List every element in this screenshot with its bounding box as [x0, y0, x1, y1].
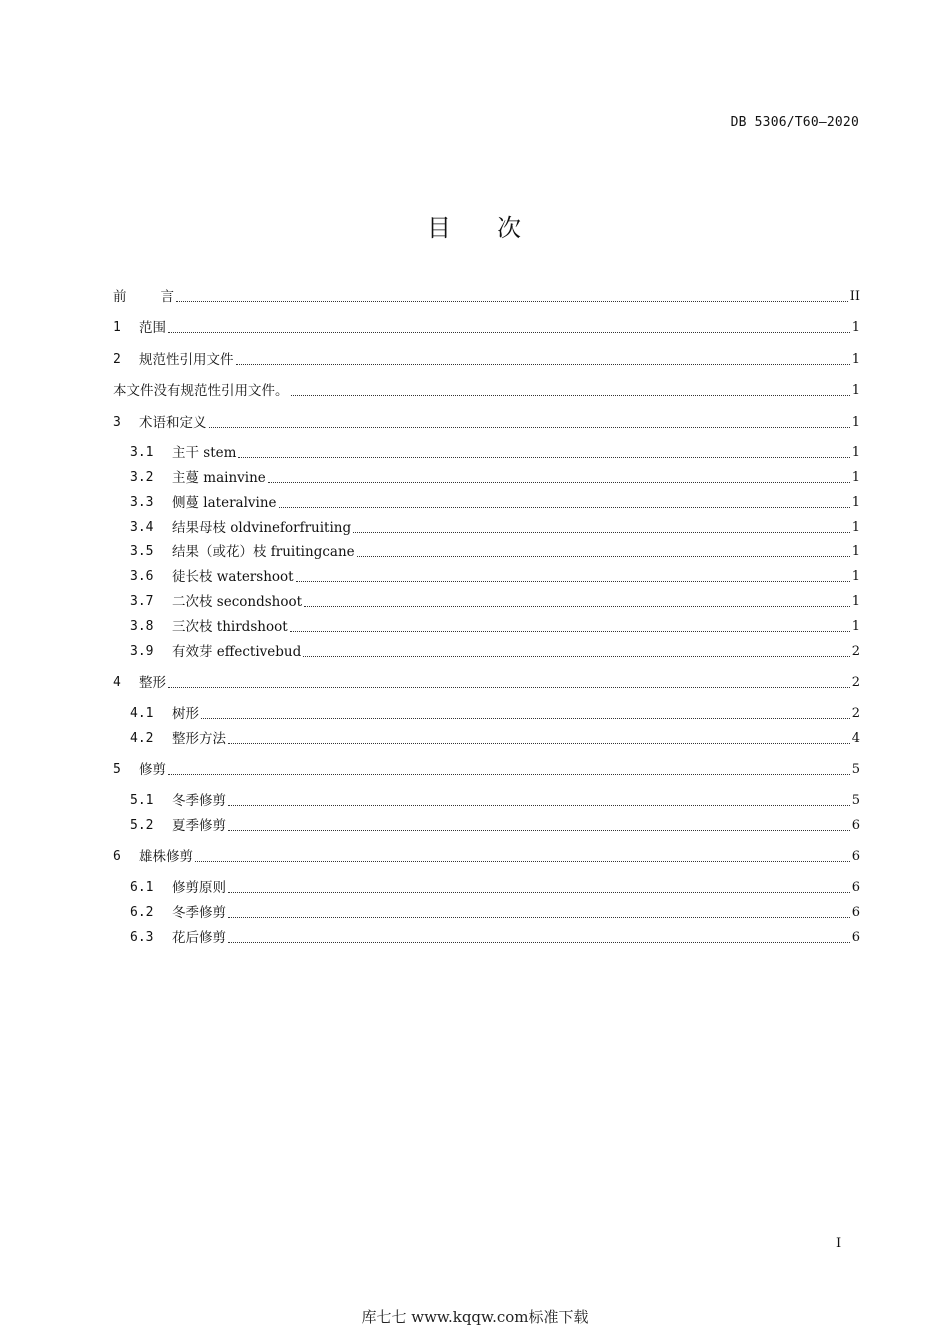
toc-entry-number: 3.9 — [130, 644, 154, 659]
toc-entry-title: 整形 — [139, 675, 166, 691]
toc-entry[interactable] — [130, 542, 860, 562]
toc-entry-title: 夏季修剪 — [172, 818, 226, 834]
toc-entry-number: 1 — [113, 320, 121, 335]
toc-entry-number: 6.2 — [130, 905, 154, 920]
toc-entry[interactable] — [130, 791, 860, 811]
toc-entry[interactable] — [130, 592, 860, 612]
toc-entry-number: 3.5 — [130, 544, 154, 559]
toc-entry-number: 6.1 — [130, 880, 154, 895]
toc-entry-title: 修剪 — [139, 762, 166, 778]
toc-entry-page: 1 — [851, 352, 860, 367]
toc-entry-title: 二次枝 secondshoot — [172, 594, 303, 610]
toc-entry[interactable] — [113, 350, 860, 370]
toc-entry-page: 5 — [851, 762, 860, 777]
toc-entry[interactable] — [130, 903, 860, 923]
toc-entry[interactable] — [130, 567, 860, 587]
toc-entry-number: 3.2 — [130, 470, 154, 485]
toc-entry-title: 三次枝 thirdshoot — [172, 619, 288, 635]
footer-watermark: 库七七 www.kqqw.com标准下载 — [361, 1308, 589, 1326]
toc-entry-number: 3.1 — [130, 445, 154, 460]
toc-entry-page: 6 — [851, 880, 860, 895]
toc-entry-title: 规范性引用文件 — [139, 352, 234, 368]
toc-entry-page: 2 — [851, 675, 860, 690]
toc-entry[interactable] — [130, 704, 860, 724]
toc-entry-number: 6.3 — [130, 930, 154, 945]
toc-entry-page: II — [849, 289, 860, 304]
toc-entry[interactable] — [130, 816, 860, 836]
toc-entry-page: 1 — [851, 569, 860, 584]
foreword-part2: 言 — [160, 289, 174, 305]
dot-leader — [228, 829, 850, 831]
toc-entry-page: 2 — [851, 706, 860, 721]
dot-leader — [228, 941, 850, 943]
toc-entry-title: 本文件没有规范性引用文件。 — [113, 383, 289, 399]
toc-entry-title: 徒长枝 watershoot — [172, 569, 294, 585]
toc-entry[interactable] — [113, 760, 860, 780]
toc-entry-number: 3.6 — [130, 569, 154, 584]
page-title-part1: 目 — [427, 214, 453, 242]
toc-entry-number: 3.4 — [130, 520, 154, 535]
dot-leader — [291, 394, 850, 396]
toc-entry-page: 1 — [851, 470, 860, 485]
toc-entry-title: 侧蔓 lateralvine — [172, 495, 277, 511]
toc-entry-number: 3.7 — [130, 594, 154, 609]
dot-leader — [279, 506, 850, 508]
toc-entry-title — [113, 287, 174, 307]
toc-entry-number: 3 — [113, 415, 121, 430]
dot-leader — [228, 916, 850, 918]
toc-entry-number: 3.3 — [130, 495, 154, 510]
toc-entry-title: 有效芽 effectivebud — [172, 644, 302, 660]
dot-leader — [268, 481, 850, 483]
dot-leader — [209, 426, 850, 428]
toc-entry-page: 1 — [851, 445, 860, 460]
toc-entry-page: 1 — [851, 383, 860, 398]
toc-entry-page: 1 — [851, 415, 860, 430]
dot-leader — [353, 531, 850, 533]
toc-entry-page: 6 — [851, 930, 860, 945]
toc-entry-foreword[interactable] — [113, 287, 860, 307]
toc-entry[interactable] — [130, 518, 860, 538]
toc-entry-title: 范围 — [139, 320, 166, 336]
toc-entry[interactable] — [130, 617, 860, 637]
toc-entry-title: 主蔓 mainvine — [172, 470, 266, 486]
dot-leader — [168, 686, 850, 688]
dot-leader — [228, 804, 850, 806]
toc-entry-number: 5.1 — [130, 793, 154, 808]
page-title — [0, 208, 950, 243]
toc-entry[interactable] — [113, 847, 860, 867]
toc-entry[interactable] — [130, 443, 860, 463]
toc-entry-number: 4.1 — [130, 706, 154, 721]
toc-entry-title: 花后修剪 — [172, 930, 226, 946]
toc-entry-title: 修剪原则 — [172, 880, 226, 896]
dot-leader — [176, 300, 848, 302]
dot-leader — [168, 773, 850, 775]
toc-entry[interactable] — [113, 673, 860, 693]
toc-entry-title: 冬季修剪 — [172, 793, 226, 809]
toc-entry-title: 结果（或花）枝 fruitingcane — [172, 544, 355, 560]
toc-entry[interactable] — [113, 318, 860, 338]
dot-leader — [290, 630, 850, 632]
toc-entry-number: 5 — [113, 762, 121, 777]
toc-entry[interactable] — [130, 729, 860, 749]
dot-leader — [228, 891, 850, 893]
toc-entry-title: 树形 — [172, 706, 199, 722]
toc-entry-title: 冬季修剪 — [172, 905, 226, 921]
toc-entry[interactable] — [130, 878, 860, 898]
toc-entry-page: 4 — [851, 731, 860, 746]
toc-entry[interactable] — [113, 413, 860, 433]
document-code: DB 5306/T60—2020 — [730, 115, 859, 130]
toc-entry[interactable] — [130, 928, 860, 948]
dot-leader — [296, 580, 850, 582]
toc-entry-number: 2 — [113, 352, 121, 367]
toc-entry-number: 3.8 — [130, 619, 154, 634]
toc-entry-title: 术语和定义 — [139, 415, 207, 431]
dot-leader — [228, 742, 850, 744]
toc-entry-page: 6 — [851, 905, 860, 920]
toc-entry-number: 4 — [113, 675, 121, 690]
toc-entry-number: 6 — [113, 849, 121, 864]
dot-leader — [168, 331, 850, 333]
foreword-part1: 前 — [113, 289, 127, 305]
toc-entry[interactable] — [130, 493, 860, 513]
page-title-part2: 次 — [497, 214, 523, 242]
toc-entry-page: 1 — [851, 594, 860, 609]
toc-entry-title: 结果母枝 oldvineforfruiting — [172, 520, 352, 536]
dot-leader — [195, 860, 850, 862]
toc-entry-number: 4.2 — [130, 731, 154, 746]
dot-leader — [238, 456, 849, 458]
toc-entry-page: 1 — [851, 619, 860, 634]
page-number: I — [836, 1236, 842, 1251]
toc-entry-page: 6 — [851, 818, 860, 833]
toc-entry-page: 1 — [851, 544, 860, 559]
dot-leader — [357, 555, 850, 557]
toc-entry[interactable] — [130, 642, 860, 662]
toc-entry-page: 1 — [851, 320, 860, 335]
toc-entry-page: 1 — [851, 495, 860, 510]
toc-entry-title: 整形方法 — [172, 731, 226, 747]
toc-entry-page: 5 — [851, 793, 860, 808]
dot-leader — [304, 605, 850, 607]
toc-entry-number: 5.2 — [130, 818, 154, 833]
toc-entry[interactable] — [113, 381, 860, 401]
toc-entry-page: 1 — [851, 520, 860, 535]
toc-entry-page: 2 — [851, 644, 860, 659]
dot-leader — [303, 655, 849, 657]
toc-entry-title: 主干 stem — [172, 445, 237, 461]
toc-entry-page: 6 — [851, 849, 860, 864]
dot-leader — [236, 363, 850, 365]
toc-entry[interactable] — [130, 468, 860, 488]
dot-leader — [201, 717, 850, 719]
toc-entry-title: 雄株修剪 — [139, 849, 193, 865]
